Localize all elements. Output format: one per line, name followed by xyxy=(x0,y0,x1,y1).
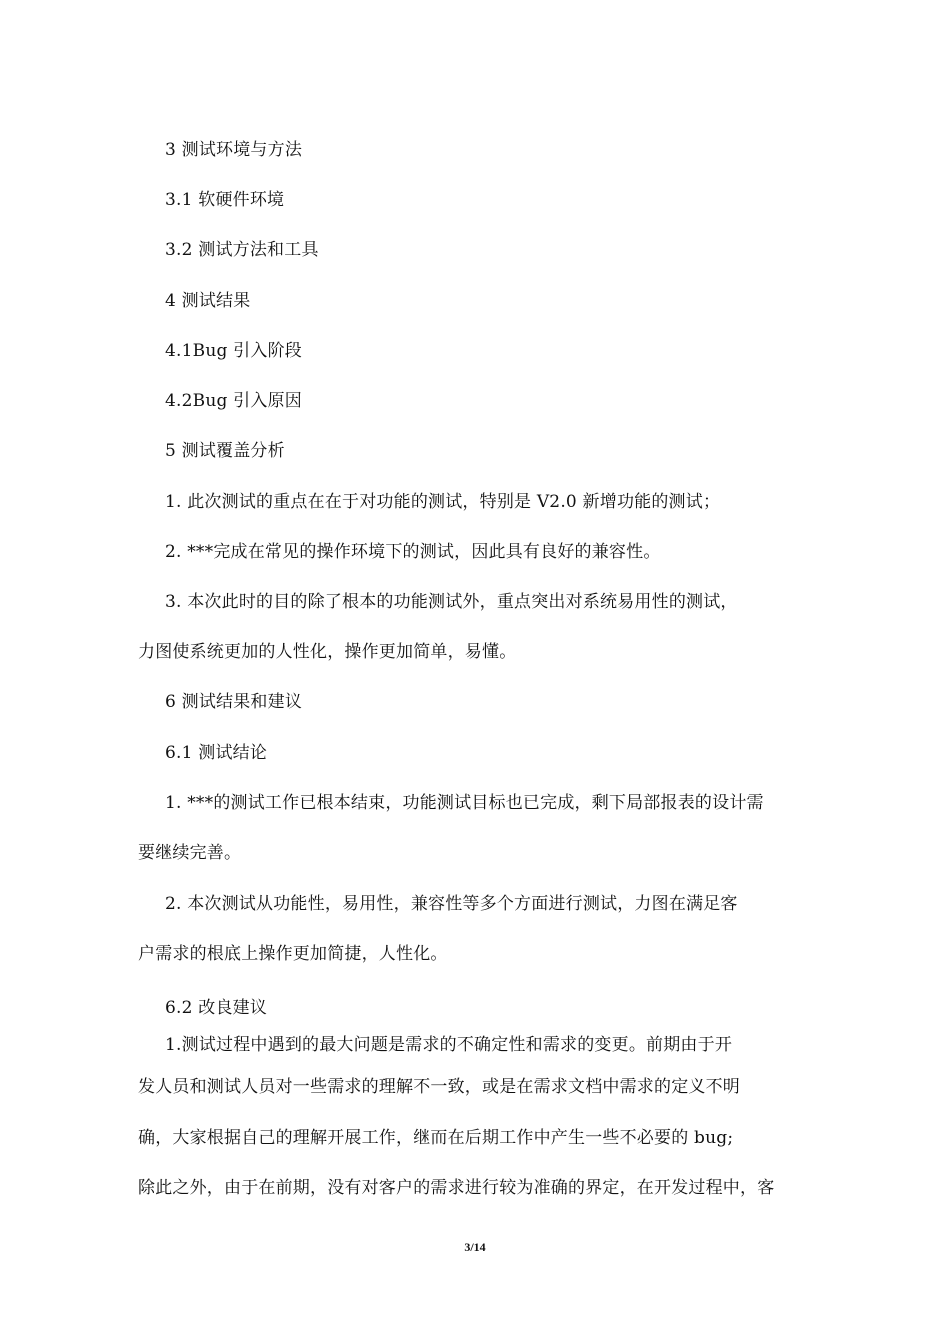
heading-4: 4 测试结果 xyxy=(165,291,251,311)
paragraph-line: 除此之外，由于在前期，没有对客户的需求进行较为准确的界定，在开发过程中，客 xyxy=(138,1178,775,1198)
paragraph-line: 1. 此次测试的重点在在于对功能的测试，特别是 V2.0 新增功能的测试； xyxy=(165,492,721,512)
heading-3: 3 测试环境与方法 xyxy=(165,140,303,160)
heading-6: 6 测试结果和建议 xyxy=(165,692,303,712)
heading-6-1: 6.1 测试结论 xyxy=(165,743,268,763)
paragraph-line: 户需求的根底上操作更加简捷，人性化。 xyxy=(138,944,448,964)
heading-6-2: 6.2 改良建议 xyxy=(165,998,268,1018)
paragraph-line: 1. ***的测试工作已根本结束，功能测试目标也已完成，剩下局部报表的设计需 xyxy=(165,793,764,813)
heading-5: 5 测试覆盖分析 xyxy=(165,441,285,461)
paragraph-line: 2. 本次测试从功能性，易用性，兼容性等多个方面进行测试，力图在满足客 xyxy=(165,894,738,914)
paragraph-line: 确，大家根据自己的理解开展工作，继而在后期工作中产生一些不必要的 bug; xyxy=(138,1128,734,1148)
heading-4-2: 4.2Bug 引入原因 xyxy=(165,391,302,411)
paragraph-line: 2. ***完成在常见的操作环境下的测试，因此具有良好的兼容性。 xyxy=(165,542,661,562)
heading-3-2: 3.2 测试方法和工具 xyxy=(165,240,319,260)
paragraph-line: 发人员和测试人员对一些需求的理解不一致，或是在需求文档中需求的定义不明 xyxy=(138,1077,740,1097)
paragraph-line: 要继续完善。 xyxy=(138,843,242,863)
page-number: 3/14 xyxy=(464,1240,486,1254)
heading-4-1: 4.1Bug 引入阶段 xyxy=(165,341,302,361)
paragraph-line: 力图使系统更加的人性化，操作更加简单，易懂。 xyxy=(138,642,517,662)
paragraph-line: 3. 本次此时的目的除了根本的功能测试外，重点突出对系统易用性的测试， xyxy=(165,592,738,612)
paragraph-line: 1.测试过程中遇到的最大问题是需求的不确定性和需求的变更。前期由于开 xyxy=(165,1035,733,1055)
heading-3-1: 3.1 软硬件环境 xyxy=(165,190,285,210)
